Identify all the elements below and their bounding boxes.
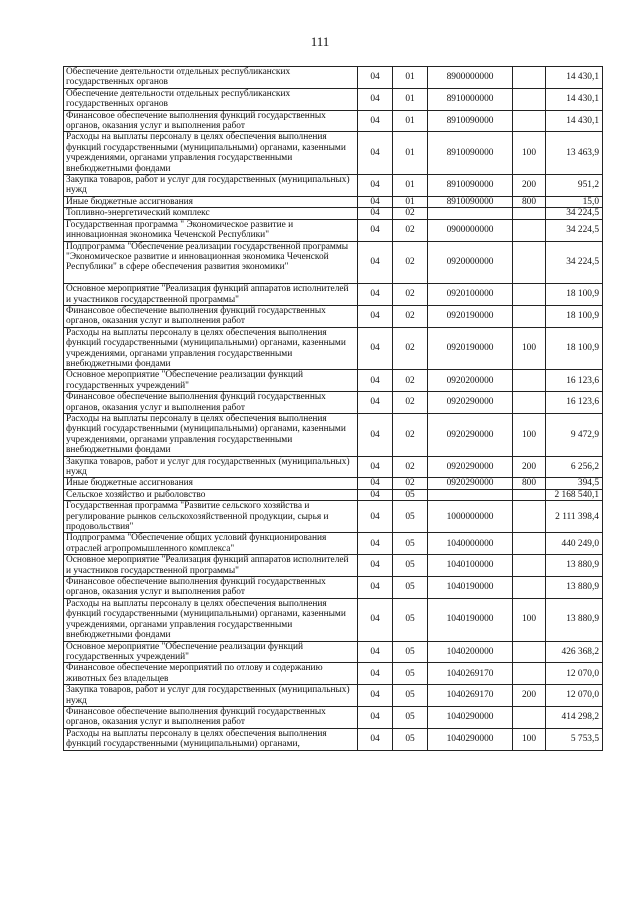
row-expense-type (513, 663, 546, 685)
table-row (64, 175, 603, 197)
row-section: 04 (358, 501, 393, 533)
table-row (64, 555, 603, 577)
row-name: Иные бюджетные ассигнования (64, 196, 358, 207)
row-subsection: 02 (393, 478, 428, 489)
row-subsection: 05 (393, 706, 428, 728)
row-amount: 9 472,9 (546, 413, 603, 456)
row-target-article: 8910000000 (428, 88, 513, 110)
row-section: 04 (358, 392, 393, 414)
row-name: Обеспечение деятельности отдельных республиканских государственных органов (64, 88, 358, 110)
table-row (64, 598, 603, 641)
row-expense-type: 200 (513, 456, 546, 478)
row-subsection: 05 (393, 598, 428, 641)
table-row (64, 663, 603, 685)
row-name: Закупка товаров, работ и услуг для государственных (муниципальных) нужд (64, 685, 358, 707)
row-expense-type (513, 641, 546, 663)
row-name: Обеспечение деятельности отдельных республиканских государственных органов (64, 67, 358, 89)
table-row (64, 370, 603, 392)
row-amount: 13 463,9 (546, 132, 603, 175)
row-amount: 34 224,5 (546, 219, 603, 241)
row-subsection: 02 (393, 305, 428, 327)
row-subsection: 01 (393, 67, 428, 89)
row-amount: 13 880,9 (546, 598, 603, 641)
table-row (64, 706, 603, 728)
row-section: 04 (358, 413, 393, 456)
table-row (64, 110, 603, 132)
table-row (64, 241, 603, 284)
row-amount: 18 100,9 (546, 327, 603, 370)
row-target-article: 1040269170 (428, 663, 513, 685)
row-section: 04 (358, 88, 393, 110)
row-expense-type: 200 (513, 175, 546, 197)
row-section: 04 (358, 175, 393, 197)
row-name: Государственная программа " Экономическое развитие и инновационная экономика Чеченской Республики" (64, 219, 358, 241)
row-target-article: 0920190000 (428, 305, 513, 327)
row-target-article: 1040200000 (428, 641, 513, 663)
row-section: 04 (358, 196, 393, 207)
row-subsection: 02 (393, 241, 428, 284)
row-subsection: 01 (393, 110, 428, 132)
row-amount: 14 430,1 (546, 110, 603, 132)
row-subsection: 05 (393, 641, 428, 663)
row-section: 04 (358, 555, 393, 577)
row-amount: 13 880,9 (546, 577, 603, 599)
row-name: Основное мероприятие "Обеспечение реализации функций государственных учреждений" (64, 370, 358, 392)
row-expense-type (513, 555, 546, 577)
row-section: 04 (358, 478, 393, 489)
table-row (64, 208, 603, 219)
row-amount: 5 753,5 (546, 728, 603, 750)
row-section: 04 (358, 728, 393, 750)
row-expense-type (513, 392, 546, 414)
row-subsection: 05 (393, 728, 428, 750)
row-target-article: 0920290000 (428, 392, 513, 414)
row-subsection: 02 (393, 284, 428, 306)
row-name: Финансовое обеспечение выполнения функций государственных органов, оказания услуг и выполнения работ (64, 305, 358, 327)
row-expense-type (513, 489, 546, 500)
row-target-article: 0900000000 (428, 219, 513, 241)
row-section: 04 (358, 305, 393, 327)
row-section: 04 (358, 489, 393, 500)
row-subsection: 05 (393, 685, 428, 707)
row-name: Закупка товаров, работ и услуг для государственных (муниципальных) нужд (64, 456, 358, 478)
row-section: 04 (358, 456, 393, 478)
row-target-article: 1040000000 (428, 533, 513, 555)
table-row (64, 327, 603, 370)
table-row (64, 728, 603, 750)
table-row (64, 685, 603, 707)
row-section: 04 (358, 577, 393, 599)
row-target-article: 1040290000 (428, 728, 513, 750)
row-expense-type (513, 501, 546, 533)
row-target-article: 8910090000 (428, 110, 513, 132)
row-target-article (428, 489, 513, 500)
row-expense-type: 800 (513, 196, 546, 207)
table-row (64, 132, 603, 175)
row-amount: 6 256,2 (546, 456, 603, 478)
row-section: 04 (358, 598, 393, 641)
row-section: 04 (358, 685, 393, 707)
row-target-article: 0920290000 (428, 413, 513, 456)
row-target-article: 8910090000 (428, 196, 513, 207)
row-amount: 34 224,5 (546, 208, 603, 219)
row-section: 04 (358, 208, 393, 219)
table-row (64, 641, 603, 663)
table-row (64, 305, 603, 327)
row-amount: 12 070,0 (546, 663, 603, 685)
row-name: Финансовое обеспечение выполнения функций государственных органов, оказания услуг и выполнения работ (64, 392, 358, 414)
row-name: Сельское хозяйство и рыболовство (64, 489, 358, 500)
row-expense-type (513, 88, 546, 110)
row-name: Финансовое обеспечение выполнения функций государственных органов, оказания услуг и выполнения работ (64, 110, 358, 132)
row-name: Основное мероприятие "Реализация функций аппаратов исполнителей и участников государственной программы" (64, 284, 358, 306)
row-name: Расходы на выплаты персоналу в целях обеспечения выполнения функций государственными (муниципальными) органами, (64, 728, 358, 750)
row-target-article: 8910090000 (428, 175, 513, 197)
row-expense-type (513, 219, 546, 241)
row-subsection: 02 (393, 456, 428, 478)
row-expense-type: 100 (513, 728, 546, 750)
row-name: Закупка товаров, работ и услуг для государственных (муниципальных) нужд (64, 175, 358, 197)
page-number: 111 (310, 34, 330, 49)
row-subsection: 01 (393, 196, 428, 207)
row-expense-type: 200 (513, 685, 546, 707)
row-section: 04 (358, 110, 393, 132)
row-name: Основное мероприятие "Реализация функций аппаратов исполнителей и участников государственной программы" (64, 555, 358, 577)
row-subsection: 05 (393, 555, 428, 577)
row-amount: 13 880,9 (546, 555, 603, 577)
row-subsection: 05 (393, 489, 428, 500)
row-name: Финансовое обеспечение выполнения функций государственных органов, оказания услуг и выполнения работ (64, 577, 358, 599)
row-target-article: 0920190000 (428, 327, 513, 370)
row-target-article: 1000000000 (428, 501, 513, 533)
row-subsection: 02 (393, 370, 428, 392)
row-target-article: 0920200000 (428, 370, 513, 392)
table-row (64, 284, 603, 306)
table-row (64, 533, 603, 555)
row-subsection: 02 (393, 327, 428, 370)
row-section: 04 (358, 67, 393, 89)
row-expense-type: 800 (513, 478, 546, 489)
row-name: Основное мероприятие "Обеспечение реализации функций государственных учреждений" (64, 641, 358, 663)
row-amount: 951,2 (546, 175, 603, 197)
row-expense-type: 100 (513, 327, 546, 370)
row-name: Расходы на выплаты персоналу в целях обеспечения выполнения функций государственными (муниципальными) органами, казенными учреждениями, органами управления государственными внебюджетными фондами (64, 132, 358, 175)
row-name: Иные бюджетные ассигнования (64, 478, 358, 489)
row-name: Расходы на выплаты персоналу в целях обеспечения выполнения функций государственными (муниципальными) органами, казенными учреждениями, органами управления государственными внебюджетными фондами (64, 413, 358, 456)
table-row (64, 413, 603, 456)
row-expense-type (513, 208, 546, 219)
row-expense-type: 100 (513, 413, 546, 456)
table-row (64, 478, 603, 489)
row-subsection: 01 (393, 88, 428, 110)
row-target-article: 1040190000 (428, 598, 513, 641)
row-amount: 2 111 398,4 (546, 501, 603, 533)
row-target-article: 1040100000 (428, 555, 513, 577)
row-target-article: 0920290000 (428, 478, 513, 489)
row-amount: 15,0 (546, 196, 603, 207)
row-target-article: 1040290000 (428, 706, 513, 728)
row-name: Финансовое обеспечение выполнения функций государственных органов, оказания услуг и выполнения работ (64, 706, 358, 728)
row-section: 04 (358, 641, 393, 663)
table-row (64, 88, 603, 110)
row-target-article: 8900000000 (428, 67, 513, 89)
row-name: Расходы на выплаты персоналу в целях обеспечения выполнения функций государственными (муниципальными) органами, казенными учреждениями, органами управления государственными внебюджетными фондами (64, 598, 358, 641)
row-section: 04 (358, 284, 393, 306)
row-subsection: 05 (393, 501, 428, 533)
row-target-article: 1040190000 (428, 577, 513, 599)
row-name: Подпрограмма "Обеспечение реализации государственной программы "Экономическое развитие и инновационная экономика Чеченской Республики" в сфере обеспечения развития экономики" (64, 241, 358, 284)
row-name: Подпрограмма "Обеспечение общих условий функционирования отраслей агропромышленного комплекса" (64, 533, 358, 555)
row-expense-type (513, 67, 546, 89)
row-amount: 12 070,0 (546, 685, 603, 707)
row-section: 04 (358, 533, 393, 555)
row-section: 04 (358, 132, 393, 175)
row-expense-type (513, 241, 546, 284)
row-target-article: 8910090000 (428, 132, 513, 175)
row-target-article: 0920100000 (428, 284, 513, 306)
row-subsection: 05 (393, 577, 428, 599)
row-expense-type (513, 305, 546, 327)
row-amount: 414 298,2 (546, 706, 603, 728)
row-expense-type (513, 110, 546, 132)
budget-table (63, 66, 603, 751)
row-amount: 14 430,1 (546, 67, 603, 89)
table-row (64, 489, 603, 500)
table-row (64, 392, 603, 414)
row-subsection: 02 (393, 208, 428, 219)
row-expense-type (513, 577, 546, 599)
row-amount: 18 100,9 (546, 284, 603, 306)
table-row (64, 577, 603, 599)
row-subsection: 01 (393, 175, 428, 197)
row-section: 04 (358, 370, 393, 392)
table-row (64, 219, 603, 241)
row-subsection: 01 (393, 132, 428, 175)
row-target-article: 0920000000 (428, 241, 513, 284)
row-expense-type: 100 (513, 598, 546, 641)
row-amount: 426 368,2 (546, 641, 603, 663)
row-section: 04 (358, 327, 393, 370)
row-subsection: 05 (393, 663, 428, 685)
row-amount: 14 430,1 (546, 88, 603, 110)
row-expense-type (513, 706, 546, 728)
row-amount: 16 123,6 (546, 392, 603, 414)
row-expense-type (513, 370, 546, 392)
row-subsection: 02 (393, 413, 428, 456)
row-expense-type: 100 (513, 132, 546, 175)
row-amount: 16 123,6 (546, 370, 603, 392)
row-subsection: 02 (393, 392, 428, 414)
table-row (64, 501, 603, 533)
row-subsection: 05 (393, 533, 428, 555)
row-target-article: 0920290000 (428, 456, 513, 478)
row-section: 04 (358, 663, 393, 685)
row-amount: 2 168 540,1 (546, 489, 603, 500)
table-row (64, 456, 603, 478)
row-section: 04 (358, 241, 393, 284)
row-amount: 34 224,5 (546, 241, 603, 284)
row-amount: 18 100,9 (546, 305, 603, 327)
row-expense-type (513, 284, 546, 306)
row-name: Топливно-энергетический комплекс (64, 208, 358, 219)
row-amount: 440 249,0 (546, 533, 603, 555)
row-name: Государственная программа "Развитие сельского хозяйства и регулирование рынков сельскохозяйственной продукции, сырья и продовольствия" (64, 501, 358, 533)
row-target-article (428, 208, 513, 219)
row-name: Финансовое обеспечение мероприятий по отлову и содержанию животных без владельцев (64, 663, 358, 685)
row-amount: 394,5 (546, 478, 603, 489)
row-subsection: 02 (393, 219, 428, 241)
row-expense-type (513, 533, 546, 555)
row-section: 04 (358, 706, 393, 728)
row-target-article: 1040269170 (428, 685, 513, 707)
row-section: 04 (358, 219, 393, 241)
budget-table-body (64, 67, 603, 751)
row-name: Расходы на выплаты персоналу в целях обеспечения выполнения функций государственными (муниципальными) органами, казенными учреждениями, органами управления государственными внебюджетными фондами (64, 327, 358, 370)
table-row (64, 67, 603, 89)
table-row (64, 196, 603, 207)
